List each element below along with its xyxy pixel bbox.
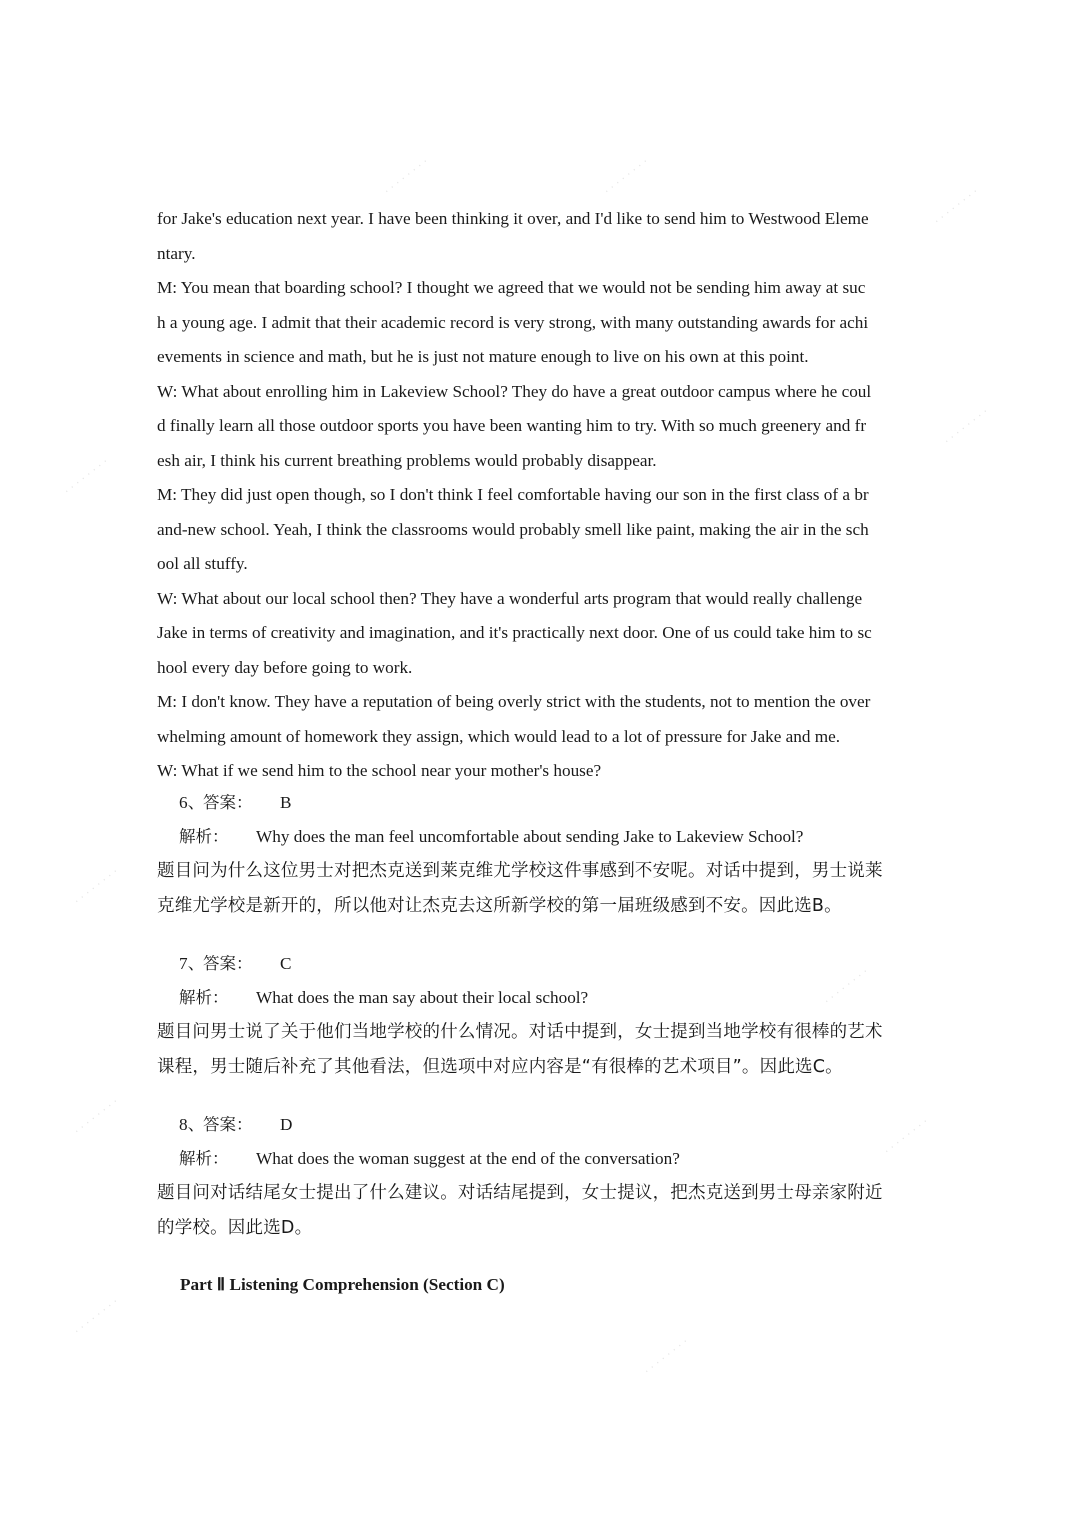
watermark: · · · · · · · · xyxy=(61,455,111,498)
answer-block-6 xyxy=(157,786,927,924)
transcript-line: M: They did just open though, so I don't think I feel comfortable having our son in the first class of a br xyxy=(157,485,869,504)
transcript-line: d finally learn all those outdoor sports you have been wanting him to try. With so much greenery and fr xyxy=(157,416,867,435)
answer-line xyxy=(157,947,927,981)
transcript-line: ntary. xyxy=(157,243,196,263)
explanation-line: 题目问对话结尾女士提出了什么建议。对话结尾提到，女士提议，把杰克送到男士母亲家附近 xyxy=(157,1183,883,1203)
transcript-line: for Jake's education next year. I have been thinking it over, and I'd like to send him to Westwood Eleme xyxy=(157,209,869,228)
question-number: 7、 xyxy=(179,954,205,973)
transcript-line: M: I don't know. They have a reputation of being overly strict with the students, not to mention the over xyxy=(157,692,871,711)
transcript-line: h a young age. I admit that their academic record is very strong, with many outstanding awards for achi xyxy=(157,312,869,332)
answer-line xyxy=(157,1108,927,1142)
answer-value: C xyxy=(280,954,292,973)
watermark: · · · · · · · · xyxy=(71,1295,121,1338)
watermark: · · · · · · · · xyxy=(71,865,121,908)
watermark: · · · · · · · · xyxy=(381,155,431,198)
watermark: · · · · · · · · xyxy=(821,965,871,1008)
transcript-line: W: What if we send him to the school near your mother's house? xyxy=(157,761,602,780)
analysis-label: 解析： xyxy=(179,827,229,846)
watermark: · · · · · · · · xyxy=(941,405,991,448)
analysis-line xyxy=(157,820,927,854)
transcript-line: esh air, I think his current breathing problems would probably disappear. xyxy=(157,450,657,470)
answer-label: 答案： xyxy=(203,954,253,973)
answer-value: B xyxy=(280,793,292,812)
dialogue-transcript xyxy=(157,202,927,789)
watermark: · · · · · · · · xyxy=(641,1335,691,1378)
transcript-line: evements in science and math, but he is just not mature enough to live on his own at this point. xyxy=(157,347,809,366)
explanation-line: 题目问为什么这位男士对把杰克送到莱克维尤学校这件事感到不安呢。对话中提到，男士说莱 xyxy=(157,861,883,881)
watermark: · · · · · · · · xyxy=(601,155,651,198)
question-number: 6、 xyxy=(179,793,205,812)
transcript-line: and-new school. Yeah, I think the classrooms would probably smell like paint, making the air in the sch xyxy=(157,519,869,539)
transcript-line: W: What about enrolling him in Lakeview School? They do have a great outdoor campus where he coul xyxy=(157,381,872,401)
analysis-line xyxy=(157,981,927,1015)
answer-block-8 xyxy=(157,1108,927,1246)
question-text: What does the woman suggest at the end of the conversation? xyxy=(256,1149,680,1168)
explanation-line: 克维尤学校是新开的，所以他对让杰克去这所新学校的第一届班级感到不安。因此选B。 xyxy=(157,896,842,916)
question-number: 8、 xyxy=(179,1115,205,1134)
answer-label: 答案： xyxy=(203,793,253,812)
section-heading: Part Ⅱ Listening Comprehension (Section C) xyxy=(180,1275,505,1294)
question-text: Why does the man feel uncomfortable about sending Jake to Lakeview School? xyxy=(256,827,804,846)
answer-label: 答案： xyxy=(203,1115,253,1134)
transcript-line: W: What about our local school then? They have a wonderful arts program that would really challenge xyxy=(157,588,863,608)
explanation-line: 题目问男士说了关于他们当地学校的什么情况。对话中提到，女士提到当地学校有很棒的艺术 xyxy=(157,1022,883,1042)
answer-block-7 xyxy=(157,947,927,1085)
answer-line xyxy=(157,786,927,820)
analysis-label: 解析： xyxy=(179,1149,229,1168)
watermark: · · · · · · · · xyxy=(881,1115,931,1158)
watermark: · · · · · · · · xyxy=(71,1095,121,1138)
transcript-line: ool all stuffy. xyxy=(157,554,248,573)
explanation-line: 课程，男士随后补充了其他看法，但选项中对应内容是“有很棒的艺术项目”。因此选C。 xyxy=(157,1057,843,1077)
question-text: What does the man say about their local school? xyxy=(256,988,589,1007)
transcript-line: M: You mean that boarding school? I thought we agreed that we would not be sending him away at suc xyxy=(157,278,866,297)
transcript-line: Jake in terms of creativity and imagination, and it's practically next door. One of us could take him to sc xyxy=(157,623,872,642)
explanation-line: 的学校。因此选D。 xyxy=(157,1218,313,1238)
analysis-label: 解析： xyxy=(179,988,229,1007)
transcript-line: whelming amount of homework they assign, which would lead to a lot of pressure for Jake and me. xyxy=(157,726,841,746)
analysis-line xyxy=(157,1142,927,1176)
answer-value: D xyxy=(280,1115,293,1134)
watermark: · · · · · · · · xyxy=(931,185,981,228)
transcript-line: hool every day before going to work. xyxy=(157,657,413,677)
